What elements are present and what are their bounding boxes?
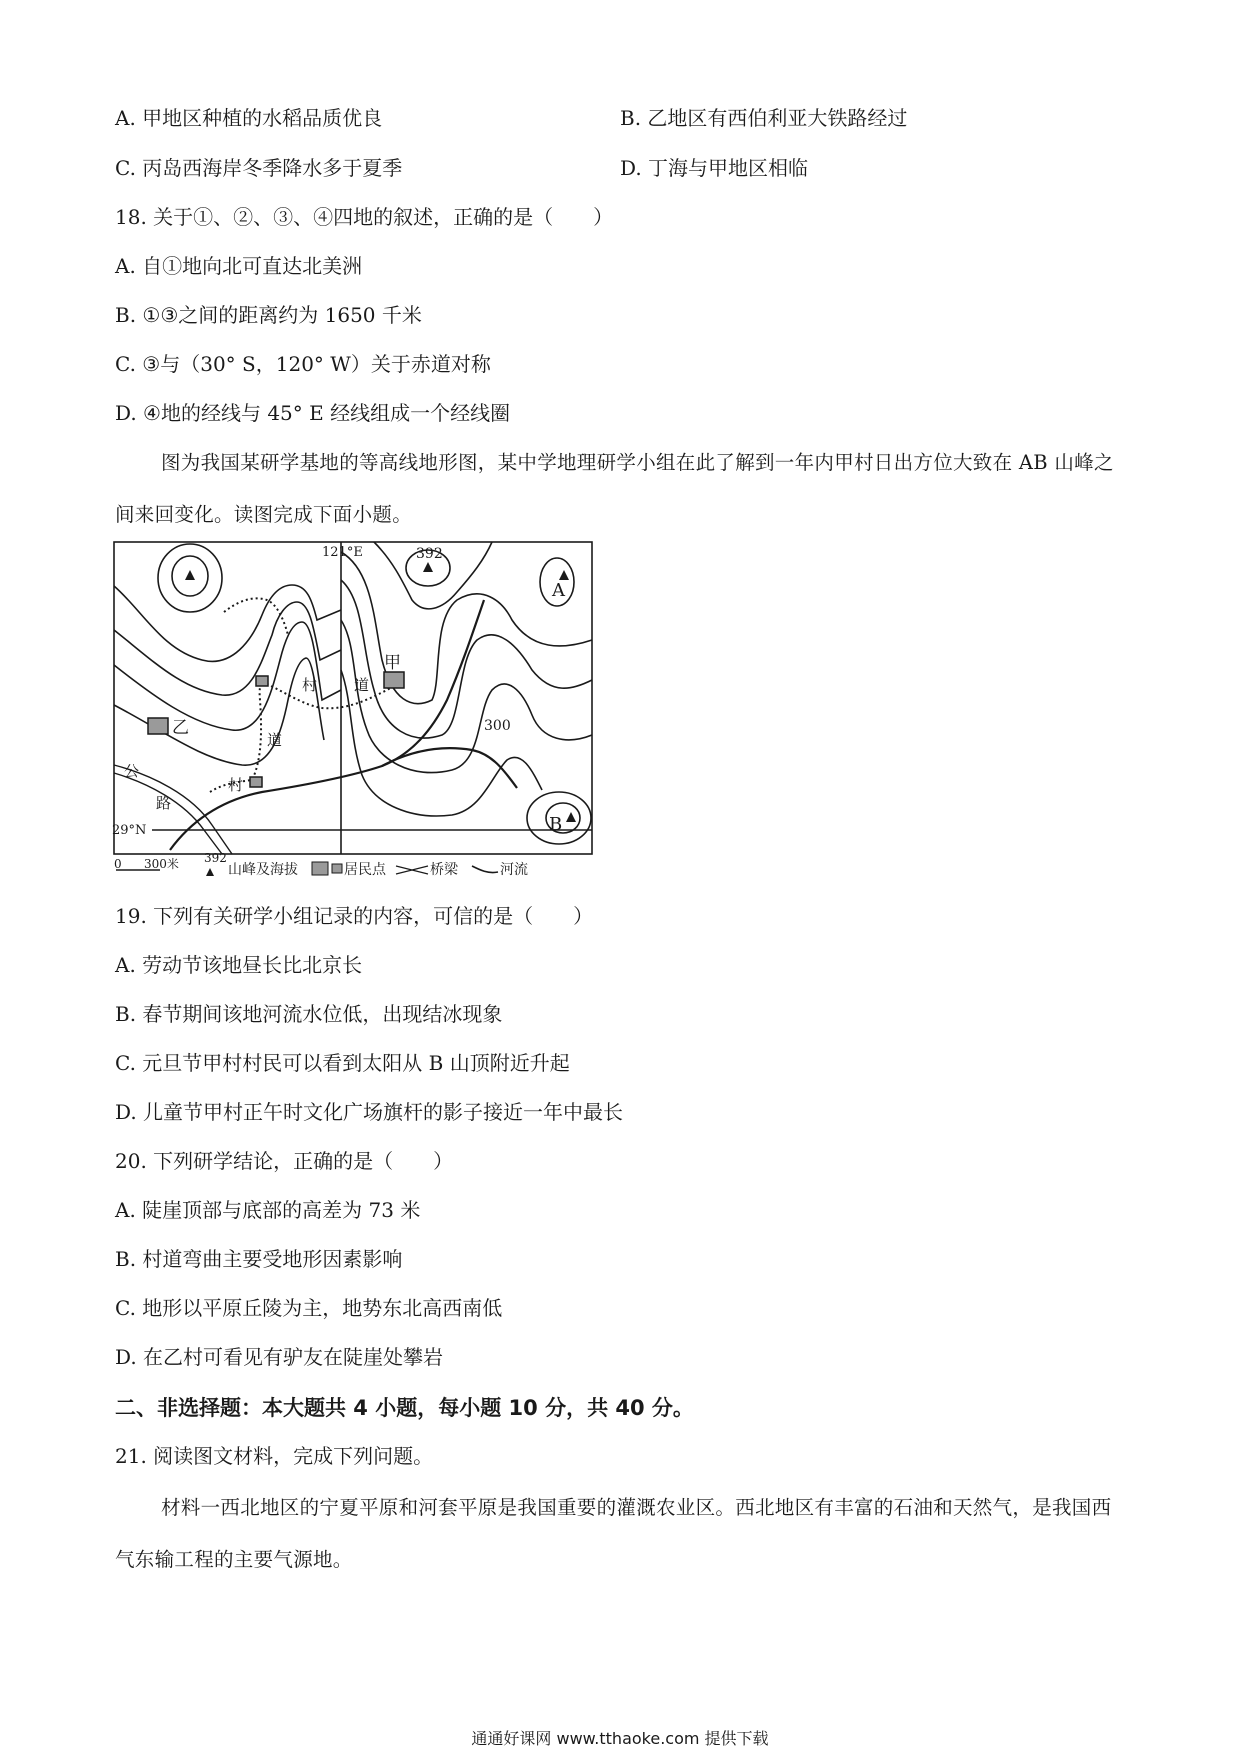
- river-main: [170, 600, 484, 850]
- label-yi: 乙: [172, 718, 189, 738]
- contour-west-4: [114, 658, 324, 765]
- label-road-dao-1: 道: [354, 676, 370, 694]
- q18-option-c: C. ③与（30° S，120° W）关于赤道对称: [115, 352, 491, 376]
- q20-option-d: D. 在乙村可看见有驴友在陡崖处攀岩: [115, 1345, 444, 1369]
- footer-download-note: 通通好课网 www.tthaoke.com 提供下载: [471, 1729, 769, 1748]
- legend-scale-300: 300米: [144, 857, 179, 871]
- settlement-jia: [384, 672, 404, 688]
- q20-stem: 20. 下列研学结论，正确的是（ ）: [115, 1149, 454, 1173]
- settlement-yi: [148, 718, 168, 734]
- q17-option-a: A. 甲地区种植的水稻品质优良: [115, 106, 383, 130]
- label-300: 300: [484, 718, 511, 734]
- section-2-heading: 二、非选择题：本大题共 4 小题，每小题 10 分，共 40 分。: [115, 1396, 694, 1420]
- q18-option-d: D. ④地的经线与 45° E 经线组成一个经线圈: [115, 401, 511, 425]
- legend-bridge-icon: [396, 866, 428, 874]
- legend-river-icon: [472, 866, 498, 873]
- q17-option-b: B. 乙地区有西伯利亚大铁路经过: [620, 106, 908, 130]
- q19-option-c: C. 元旦节甲村村民可以看到太阳从 B 山顶附近升起: [115, 1051, 570, 1075]
- q20-option-a: A. 陡崖顶部与底部的高差为 73 米: [115, 1198, 421, 1222]
- peak-392-triangle: [423, 562, 433, 572]
- settlement-small-upper: [256, 676, 268, 686]
- map-frame: [114, 542, 592, 854]
- q21-material: 材料一西北地区的宁夏平原和河套平原是我国重要的灌溉农业区。西北地区有丰富的石油和天然气，是我国西气东输工程的主要气源地。: [115, 1496, 1112, 1571]
- map-legend: [114, 851, 528, 878]
- label-b: B: [549, 814, 563, 835]
- legend-settlement-text: 居民点: [344, 862, 386, 878]
- label-road-dao-2: 道: [267, 731, 283, 749]
- legend-peak-value: 392: [204, 851, 227, 865]
- legend-peak-text: 山峰及海拔: [228, 862, 298, 878]
- q19-option-b: B. 春节期间该地河流水位低，出现结冰现象: [115, 1002, 503, 1026]
- legend-settlement-large: [312, 862, 328, 875]
- label-peak-392: 392: [416, 546, 443, 562]
- intro-paragraph: 图为我国某研学基地的等高线地形图，某中学地理研学小组在此了解到一年内甲村日出方位大致在 AB 山峰之间来回变化。读图完成下面小题。: [115, 451, 1114, 526]
- q19-option-d: D. 儿童节甲村正午时文化广场旗杆的影子接近一年中最长: [115, 1100, 624, 1124]
- legend-peak-triangle: [206, 868, 214, 876]
- q20-option-b: B. 村道弯曲主要受地形因素影响: [115, 1247, 403, 1271]
- label-lu: 路: [156, 794, 172, 812]
- contour-map: [112, 540, 598, 890]
- peak-a-triangle: [559, 570, 569, 580]
- legend-settlement-small: [332, 864, 342, 873]
- contour-west-1: [114, 585, 341, 661]
- q20-option-c: C. 地形以平原丘陵为主，地势东北高西南低: [115, 1296, 503, 1320]
- contour-east-1: [341, 552, 592, 704]
- q19-option-a: A. 劳动节该地昼长比北京长: [115, 953, 363, 977]
- legend-river-text: 河流: [500, 862, 528, 878]
- peak-b-triangle: [566, 812, 576, 822]
- contour-east-4: [341, 670, 542, 816]
- legend-bridge-text: 桥梁: [430, 862, 458, 878]
- label-gong: 公: [124, 762, 140, 780]
- q18-stem: 18. 关于①、②、③、④四地的叙述，正确的是（ ）: [115, 205, 614, 229]
- label-29n: 29°N: [112, 823, 147, 838]
- legend-scale-0: 0: [114, 857, 122, 871]
- label-road-cun-2: 村: [228, 776, 244, 794]
- contour-east-2: [341, 580, 592, 738]
- settlement-small-lower: [250, 777, 262, 787]
- q18-option-a: A. 自①地向北可直达北美洲: [115, 254, 363, 278]
- highway-line-2: [114, 773, 222, 854]
- q21-stem: 21. 阅读图文材料，完成下列问题。: [115, 1444, 434, 1468]
- q19-stem: 19. 下列有关研学小组记录的内容，可信的是（ ）: [115, 904, 594, 928]
- label-121e: 121°E: [322, 545, 363, 560]
- q18-option-b: B. ①③之间的距离约为 1650 千米: [115, 303, 422, 327]
- label-road-cun-1: 村: [302, 676, 318, 694]
- q17-option-d: D. 丁海与甲地区相临: [620, 156, 809, 180]
- label-a: A: [552, 580, 565, 601]
- peak-west-triangle: [185, 570, 195, 580]
- label-jia: 甲: [384, 653, 401, 673]
- q17-option-c: C. 丙岛西海岸冬季降水多于夏季: [115, 156, 403, 180]
